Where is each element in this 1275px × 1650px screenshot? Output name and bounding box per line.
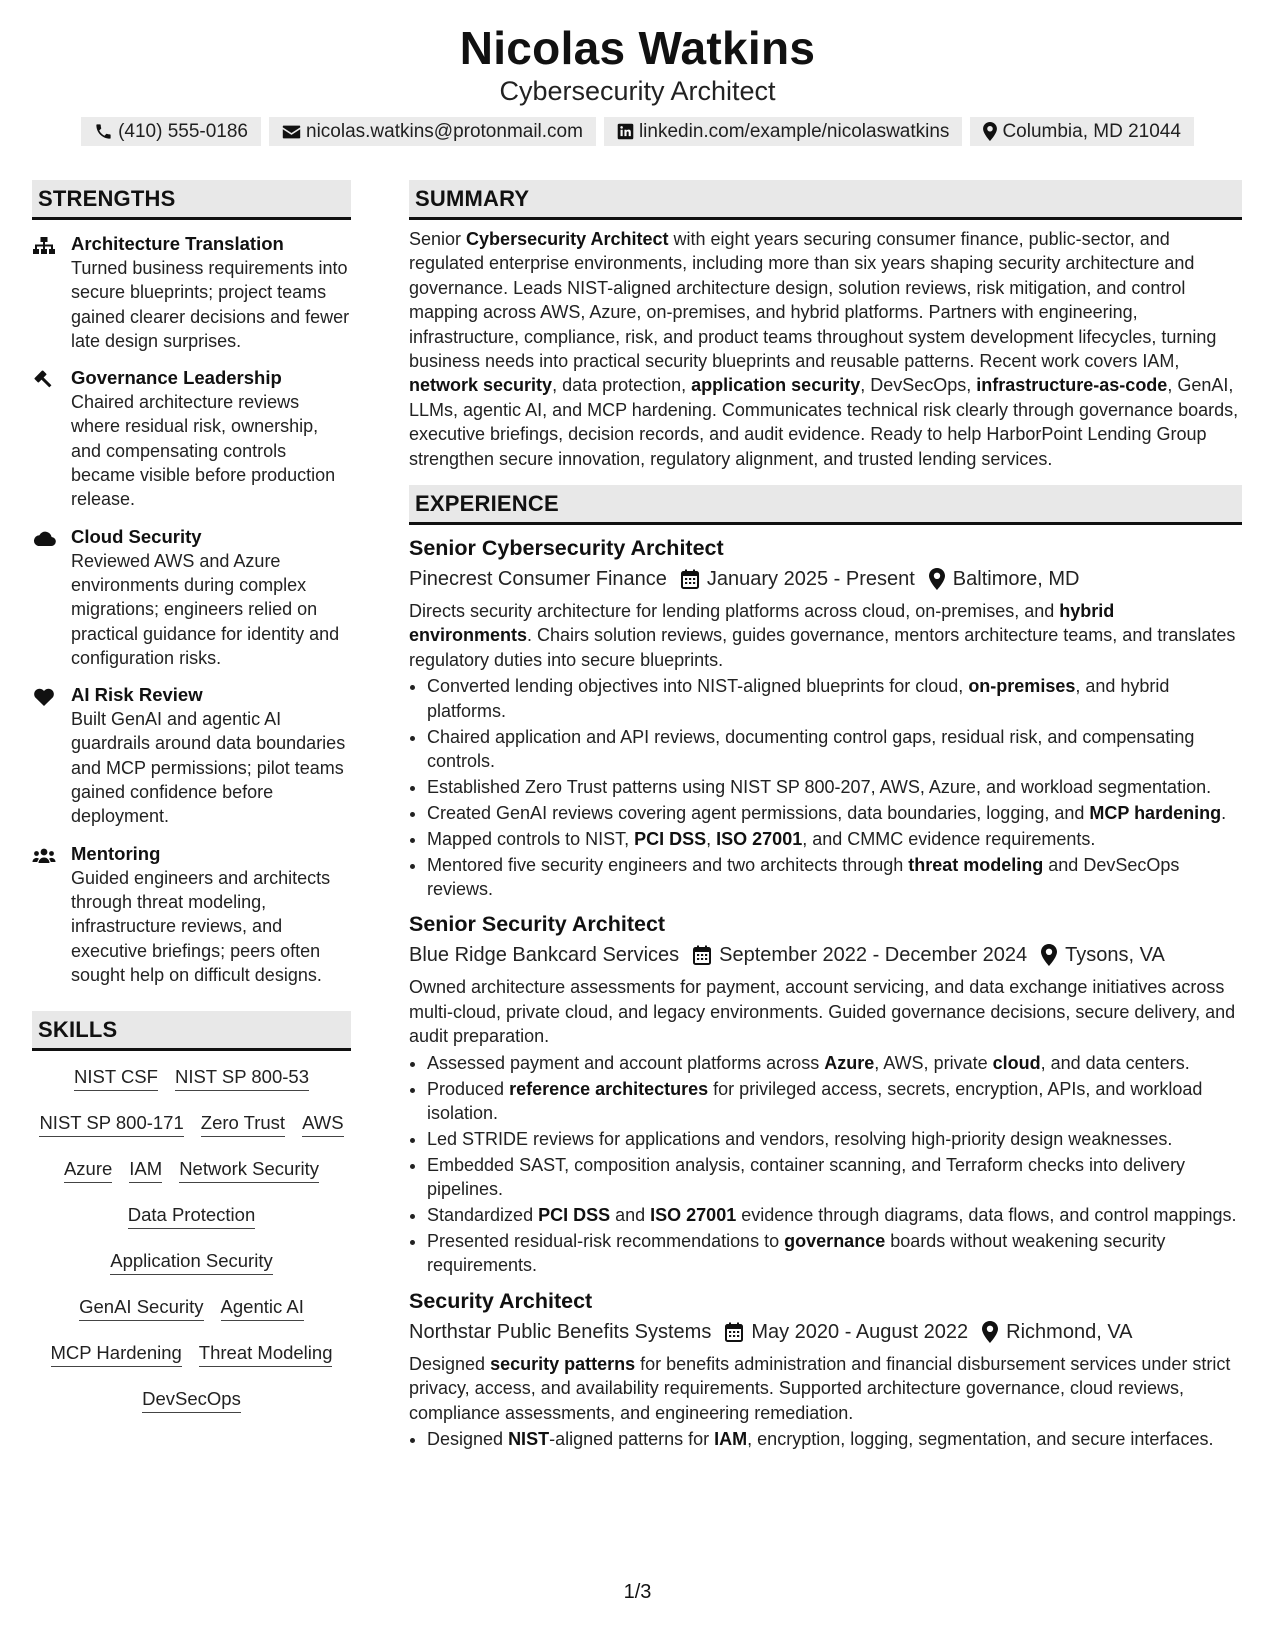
summary-heading: SUMMARY bbox=[409, 180, 1242, 220]
job-description-text: . Chairs solution reviews, guides governance, mentors architecture teams, and translates regulatory duties into secure blueprints. bbox=[409, 625, 1236, 670]
job-title: Senior Security Architect bbox=[409, 912, 666, 937]
experience-heading: EXPERIENCE bbox=[409, 485, 1242, 525]
job-dates: May 2020 - August 2022 bbox=[751, 1320, 969, 1343]
job-title: Security Architect bbox=[409, 1288, 593, 1313]
strengths-list bbox=[32, 232, 351, 987]
strength-title: Architecture Translation bbox=[71, 233, 284, 254]
job-bullet bbox=[427, 775, 1242, 799]
job-bullets bbox=[409, 1051, 1242, 1278]
job-bullet-bold: IAM bbox=[714, 1429, 748, 1450]
job-bullet bbox=[427, 827, 1242, 851]
job-bullet bbox=[427, 1077, 1242, 1126]
contact-bar bbox=[0, 117, 1275, 146]
job-description-bold: hybrid environments bbox=[409, 601, 1115, 646]
job-dates: September 2022 - December 2024 bbox=[719, 944, 1028, 967]
candidate-title: Cybersecurity Architect bbox=[499, 76, 776, 106]
job-bullet-bold: governance bbox=[784, 1231, 886, 1251]
strength-title: Mentoring bbox=[71, 842, 161, 864]
summary-text: with eight years securing consumer finance, public-sector, and regulated enterprise environments, including more than six years shaping security architecture and governance. Leads NIST-aligned architecture design, solution reviews, risk mitigation, and control mapping across AWS, Azure, on-premises, and hybrid platforms. Partners with engineering, infrastructure, compliance, risk, and product teams throughout system development lifecycles, turning business needs into practical security blueprints and reusable patterns. Recent work covers IAM, bbox=[409, 229, 1217, 372]
contact-email[interactable] bbox=[269, 117, 596, 146]
job-bullet-bold: PCI DSS bbox=[538, 1205, 611, 1226]
skill-tag: NIST CSF bbox=[74, 1065, 158, 1091]
job-bullet-bold: reference architectures bbox=[509, 1078, 709, 1099]
job-bullet-bold: Azure bbox=[824, 1052, 875, 1073]
strength-title: Cloud Security bbox=[71, 525, 202, 547]
skill-row bbox=[32, 1157, 351, 1183]
job-bullet-bold: ISO 27001 bbox=[650, 1205, 737, 1226]
job-company: Northstar Public Benefits Systems bbox=[409, 1320, 712, 1343]
map-pin-icon bbox=[1041, 944, 1057, 966]
job-bullet-text: Established Zero Trust patterns using NIST SP 800-207, AWS, Azure, and workload segmentation. bbox=[427, 776, 1212, 797]
skill-row bbox=[32, 1249, 351, 1275]
job-bullet bbox=[427, 1203, 1242, 1227]
job-bullet-text: Mentored five security engineers and two architects through bbox=[427, 854, 909, 875]
skill-tag: Zero Trust bbox=[201, 1111, 285, 1137]
job-company: Blue Ridge Bankcard Services bbox=[409, 944, 680, 967]
heart-icon bbox=[32, 687, 56, 707]
job-company: Pinecrest Consumer Finance bbox=[409, 568, 667, 591]
job-bullet-text: Designed bbox=[427, 1429, 509, 1450]
skill-row bbox=[32, 1341, 351, 1367]
strength-title: AI Risk Review bbox=[71, 684, 203, 706]
summary-bold: application security bbox=[691, 375, 861, 396]
map-pin-icon-wrap bbox=[982, 1321, 998, 1343]
contact-linkedin[interactable] bbox=[604, 117, 962, 146]
job-bullet-text: , and data centers. bbox=[1040, 1052, 1190, 1073]
map-pin-icon-wrap bbox=[1041, 944, 1057, 966]
job-location: Baltimore, MD bbox=[952, 568, 1080, 591]
strength-description: Reviewed AWS and Azure environments during complex migrations; engineers relied on practical guidance for identity and configuration risks. bbox=[71, 550, 340, 668]
skill-tag: Data Protection bbox=[128, 1203, 256, 1229]
strength-title: Governance Leadership bbox=[71, 367, 282, 389]
job-description-text: Owned architecture assessments for payment, account servicing, and data exchange initiatives across multi-cloud, private cloud, and legacy environments. Guided governance decisions, secure delivery, and audit preparation. bbox=[409, 977, 1236, 1047]
job-location: Tysons, VA bbox=[1065, 944, 1165, 967]
job-description-bold: security patterns bbox=[490, 1353, 636, 1374]
job-title: Senior Cybersecurity Architect bbox=[409, 536, 724, 561]
summary-text: , GenAI, LLMs, agentic AI, and MCP hardening. Communicates technical risk clearly through governance boards, executive briefings, decision records, and audit evidence. Ready to help HarborPoint Lending Group strengthen secure innovation, regulatory alignment, and trusted lending services. bbox=[409, 375, 1239, 469]
right-column bbox=[409, 180, 1242, 1453]
summary-bold: Cybersecurity Architect bbox=[466, 229, 669, 249]
contact-email-text: nicolas.watkins@protonmail.com bbox=[306, 121, 583, 142]
calendar-icon-wrap bbox=[681, 569, 699, 589]
summary-bold: infrastructure-as-code bbox=[976, 375, 1168, 396]
skills-heading: SKILLS bbox=[32, 1011, 351, 1051]
map-pin-icon bbox=[929, 568, 945, 590]
skill-row bbox=[32, 1065, 351, 1091]
contact-location-text: Columbia, MD 21044 bbox=[1002, 121, 1181, 142]
job-dates: January 2025 - Present bbox=[706, 568, 915, 591]
job-bullet-bold: ISO 27001 bbox=[716, 828, 803, 849]
job-bullet-bold: PCI DSS bbox=[634, 828, 707, 849]
map-pin-icon-wrap bbox=[929, 568, 945, 590]
calendar-icon-wrap bbox=[725, 1322, 743, 1342]
summary-text: , DevSecOps, bbox=[860, 375, 977, 396]
calendar-icon bbox=[693, 945, 711, 965]
job-bullet-bold: threat modeling bbox=[908, 854, 1044, 875]
job-bullet-text: , bbox=[706, 828, 717, 849]
job-bullet-text: Chaired application and API reviews, documenting control gaps, residual risk, and compensating controls. bbox=[427, 726, 1195, 771]
job-bullet-text: and DevSecOps reviews. bbox=[427, 854, 1180, 900]
job-bullet-text: Led STRIDE reviews for applications and vendors, resolving high-priority design weaknesses. bbox=[427, 1128, 1173, 1149]
contact-phone-text: (410) 555-0186 bbox=[118, 121, 248, 142]
job-description bbox=[409, 1352, 1242, 1425]
job-entry bbox=[409, 1287, 1242, 1452]
calendar-icon-wrap bbox=[693, 945, 711, 965]
job-bullet-bold: NIST bbox=[508, 1429, 550, 1450]
contact-linkedin-text: linkedin.com/example/nicolaswatkins bbox=[638, 121, 950, 142]
skill-tag: AWS bbox=[302, 1111, 343, 1137]
map-pin-icon bbox=[983, 122, 997, 141]
skill-row bbox=[32, 1203, 351, 1229]
contact-location bbox=[970, 117, 1193, 146]
job-bullet-text: for privileged access, secrets, encryption, APIs, and workload isolation. bbox=[427, 1078, 1203, 1123]
job-bullet-text: . bbox=[1221, 802, 1227, 823]
skill-tag: NIST SP 800-171 bbox=[39, 1111, 183, 1137]
job-entry bbox=[409, 910, 1242, 1277]
summary-text bbox=[409, 227, 1242, 471]
job-bullet-text: Presented residual-risk recommendations to bbox=[427, 1231, 785, 1251]
sitemap-icon bbox=[32, 236, 56, 256]
job-meta bbox=[409, 941, 1242, 969]
skill-row bbox=[32, 1295, 351, 1321]
job-bullet-text: Created GenAI reviews covering agent permissions, data boundaries, logging, and bbox=[427, 802, 1090, 823]
strength-item bbox=[32, 525, 351, 670]
job-entry bbox=[409, 534, 1242, 901]
job-bullet-text: Assessed payment and account platforms across bbox=[427, 1052, 825, 1073]
job-bullet-text: evidence through diagrams, data flows, and control mappings. bbox=[736, 1205, 1237, 1226]
summary-bold: network security bbox=[409, 375, 553, 396]
skill-tag: IAM bbox=[129, 1157, 162, 1183]
skill-tag: Agentic AI bbox=[221, 1295, 304, 1321]
job-bullet-text: Standardized bbox=[427, 1205, 539, 1226]
phone-icon bbox=[94, 122, 113, 141]
job-bullet bbox=[427, 1127, 1242, 1151]
job-location: Richmond, VA bbox=[1006, 1320, 1133, 1343]
linkedin-icon bbox=[617, 123, 634, 140]
candidate-name: Nicolas Watkins bbox=[459, 22, 816, 74]
job-bullet bbox=[427, 674, 1242, 723]
skill-tag: Threat Modeling bbox=[199, 1341, 333, 1367]
skill-tag: GenAI Security bbox=[79, 1295, 203, 1321]
strength-item bbox=[32, 683, 351, 828]
experience-list bbox=[409, 534, 1242, 1451]
skill-tag: Application Security bbox=[110, 1249, 272, 1275]
job-bullet-text: Produced bbox=[427, 1078, 510, 1099]
job-bullet-bold: MCP hardening bbox=[1089, 802, 1222, 823]
skill-tag: Azure bbox=[64, 1157, 112, 1183]
left-column bbox=[32, 180, 351, 1433]
job-description bbox=[409, 975, 1242, 1048]
job-bullet bbox=[427, 1229, 1242, 1278]
strengths-heading: STRENGTHS bbox=[32, 180, 351, 220]
job-bullet-text: boards without weakening security requirements. bbox=[427, 1231, 1166, 1276]
cloud-icon bbox=[32, 529, 56, 549]
strength-description: Guided engineers and architects through threat modeling, infrastructure reviews, and executive briefings; peers often sought help on difficult designs. bbox=[71, 867, 331, 985]
skill-tag: Network Security bbox=[179, 1157, 319, 1183]
strength-description: Built GenAI and agentic AI guardrails around data boundaries and MCP permissions; pilot teams gained confidence before deployment. bbox=[71, 709, 346, 827]
job-bullet-text: , encryption, logging, segmentation, and secure interfaces. bbox=[747, 1429, 1214, 1450]
job-bullet-text: , and hybrid platforms. bbox=[427, 676, 1170, 721]
job-description bbox=[409, 599, 1242, 672]
job-bullets bbox=[409, 1427, 1242, 1451]
strength-description: Chaired architecture reviews where residual risk, ownership, and compensating controls became visible before production release. bbox=[71, 392, 336, 510]
page-number: 1/3 bbox=[623, 1581, 652, 1603]
job-meta bbox=[409, 565, 1242, 593]
job-bullet-text: -aligned patterns for bbox=[549, 1429, 715, 1450]
skill-row bbox=[32, 1387, 351, 1413]
job-bullet bbox=[427, 853, 1242, 902]
job-bullet-text: , AWS, private bbox=[874, 1052, 993, 1073]
job-description-text: Designed bbox=[409, 1353, 491, 1374]
skills-list bbox=[32, 1065, 351, 1413]
job-bullet-bold: on-premises bbox=[968, 676, 1076, 697]
job-description-text: Directs security architecture for lending platforms across cloud, on-premises, and bbox=[409, 601, 1060, 622]
job-bullet bbox=[427, 1153, 1242, 1202]
job-bullet bbox=[427, 725, 1242, 774]
summary-text: , data protection, bbox=[552, 375, 692, 396]
skill-tag: DevSecOps bbox=[142, 1387, 241, 1413]
envelope-icon bbox=[282, 124, 301, 140]
job-bullet-text: and bbox=[610, 1205, 651, 1226]
skill-row bbox=[32, 1111, 351, 1137]
contact-phone[interactable] bbox=[81, 117, 261, 146]
summary-text: Senior bbox=[409, 229, 467, 249]
job-bullet-text: , and CMMC evidence requirements. bbox=[802, 828, 1096, 849]
skill-tag: NIST SP 800-53 bbox=[175, 1065, 309, 1091]
job-bullet-text: Converted lending objectives into NIST-aligned blueprints for cloud, bbox=[427, 676, 969, 697]
calendar-icon bbox=[681, 569, 699, 589]
strength-item bbox=[32, 366, 351, 511]
job-bullet bbox=[427, 1427, 1242, 1451]
gavel-icon bbox=[32, 370, 56, 390]
strength-description: Turned business requirements into secure blueprints; project teams gained clearer decisions and fewer late design surprises. bbox=[71, 258, 350, 351]
job-bullet-text: Mapped controls to NIST, bbox=[427, 828, 635, 849]
map-pin-icon bbox=[982, 1321, 998, 1343]
job-bullet bbox=[427, 1051, 1242, 1075]
job-bullet-bold: cloud bbox=[992, 1052, 1041, 1073]
skill-tag: MCP Hardening bbox=[51, 1341, 182, 1367]
job-meta bbox=[409, 1318, 1242, 1346]
job-bullet bbox=[427, 801, 1242, 825]
resume-header bbox=[0, 22, 1275, 146]
users-icon bbox=[32, 846, 56, 866]
job-bullet-text: Embedded SAST, composition analysis, container scanning, and Terraform checks into delivery pipelines. bbox=[427, 1154, 1186, 1200]
calendar-icon bbox=[725, 1322, 743, 1342]
strength-item bbox=[32, 232, 351, 353]
strength-item bbox=[32, 842, 351, 987]
job-bullets bbox=[409, 674, 1242, 901]
job-description-text: for benefits administration and financial disbursement services under strict privacy, access, and availability requirements. Supported architecture governance, cloud reviews, compliance assessments, and engineering remediation. bbox=[409, 1353, 1231, 1423]
